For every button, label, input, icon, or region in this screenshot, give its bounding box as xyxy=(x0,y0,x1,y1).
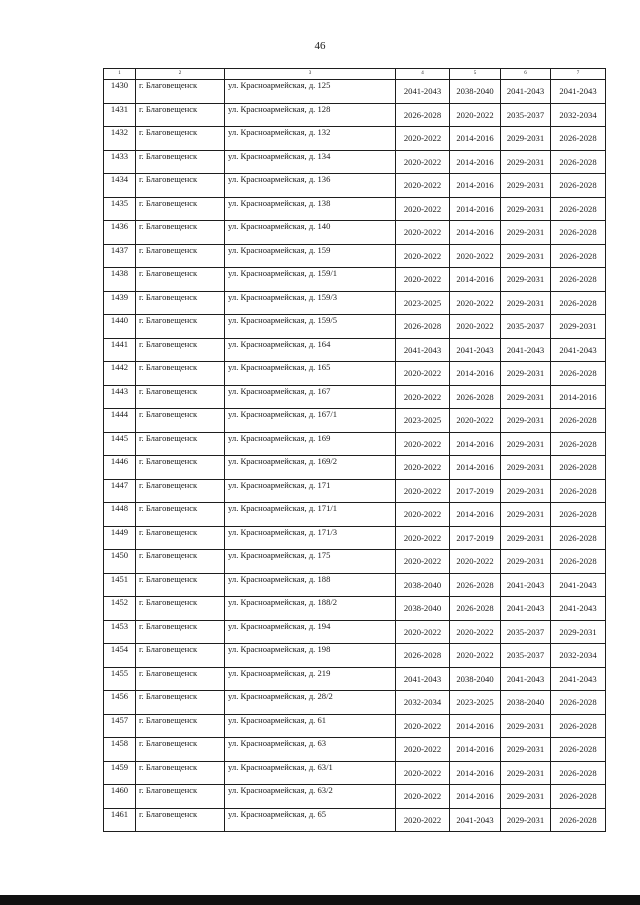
row-number: 1455 xyxy=(104,667,136,691)
period-col-6: 2038-2040 xyxy=(501,691,551,715)
table-row xyxy=(104,315,606,339)
locality: г. Благовещенск xyxy=(136,714,225,738)
locality: г. Благовещенск xyxy=(136,221,225,245)
table-row xyxy=(104,808,606,832)
period-col-7: 2026-2028 xyxy=(551,291,606,315)
row-number: 1439 xyxy=(104,291,136,315)
period-col-6: 2029-2031 xyxy=(501,761,551,785)
period-col-4: 2020-2022 xyxy=(396,385,450,409)
period-col-4: 2026-2028 xyxy=(396,315,450,339)
period-col-6: 2035-2037 xyxy=(501,315,551,339)
period-col-7: 2026-2028 xyxy=(551,409,606,433)
period-col-6: 2029-2031 xyxy=(501,362,551,386)
locality: г. Благовещенск xyxy=(136,597,225,621)
table-row xyxy=(104,409,606,433)
address: ул. Красноармейская, д. 159 xyxy=(225,244,396,268)
address: ул. Красноармейская, д. 140 xyxy=(225,221,396,245)
period-col-5: 2014-2016 xyxy=(450,150,501,174)
address: ул. Красноармейская, д. 169 xyxy=(225,432,396,456)
locality: г. Благовещенск xyxy=(136,550,225,574)
period-col-4: 2020-2022 xyxy=(396,761,450,785)
period-col-6: 2029-2031 xyxy=(501,409,551,433)
period-col-6: 2029-2031 xyxy=(501,738,551,762)
period-col-4: 2041-2043 xyxy=(396,338,450,362)
period-col-6: 2029-2031 xyxy=(501,150,551,174)
period-col-6: 2029-2031 xyxy=(501,526,551,550)
period-col-7: 2026-2028 xyxy=(551,268,606,292)
period-col-4: 2026-2028 xyxy=(396,644,450,668)
locality: г. Благовещенск xyxy=(136,291,225,315)
period-col-5: 2020-2022 xyxy=(450,620,501,644)
row-number: 1449 xyxy=(104,526,136,550)
table-row xyxy=(104,103,606,127)
table-row xyxy=(104,244,606,268)
period-col-5: 2026-2028 xyxy=(450,597,501,621)
period-col-6: 2041-2043 xyxy=(501,597,551,621)
row-number: 1458 xyxy=(104,738,136,762)
table-row xyxy=(104,197,606,221)
address: ул. Красноармейская, д. 159/5 xyxy=(225,315,396,339)
period-col-7: 2026-2028 xyxy=(551,432,606,456)
period-col-7: 2026-2028 xyxy=(551,244,606,268)
period-col-5: 2014-2016 xyxy=(450,197,501,221)
row-number: 1445 xyxy=(104,432,136,456)
row-number: 1453 xyxy=(104,620,136,644)
locality: г. Благовещенск xyxy=(136,409,225,433)
table-row xyxy=(104,550,606,574)
period-col-4: 2020-2022 xyxy=(396,738,450,762)
row-number: 1452 xyxy=(104,597,136,621)
column-number-row xyxy=(104,69,606,80)
period-col-7: 2041-2043 xyxy=(551,80,606,104)
address: ул. Красноармейская, д. 128 xyxy=(225,103,396,127)
period-col-5: 2026-2028 xyxy=(450,385,501,409)
period-col-6: 2029-2031 xyxy=(501,127,551,151)
period-col-4: 2038-2040 xyxy=(396,597,450,621)
row-number: 1459 xyxy=(104,761,136,785)
locality: г. Благовещенск xyxy=(136,573,225,597)
address: ул. Красноармейская, д. 28/2 xyxy=(225,691,396,715)
address: ул. Красноармейская, д. 165 xyxy=(225,362,396,386)
period-col-6: 2029-2031 xyxy=(501,714,551,738)
period-col-7: 2026-2028 xyxy=(551,526,606,550)
row-number: 1450 xyxy=(104,550,136,574)
period-col-7: 2032-2034 xyxy=(551,644,606,668)
table-row xyxy=(104,691,606,715)
column-number: 6 xyxy=(501,69,551,80)
period-col-7: 2026-2028 xyxy=(551,456,606,480)
address: ул. Красноармейская, д. 61 xyxy=(225,714,396,738)
period-col-6: 2041-2043 xyxy=(501,667,551,691)
period-col-5: 2014-2016 xyxy=(450,503,501,527)
period-col-6: 2029-2031 xyxy=(501,221,551,245)
period-col-6: 2029-2031 xyxy=(501,385,551,409)
period-col-7: 2026-2028 xyxy=(551,738,606,762)
period-col-4: 2038-2040 xyxy=(396,573,450,597)
address: ул. Красноармейская, д. 159/3 xyxy=(225,291,396,315)
period-col-4: 2020-2022 xyxy=(396,127,450,151)
period-col-6: 2029-2031 xyxy=(501,479,551,503)
period-col-7: 2041-2043 xyxy=(551,573,606,597)
period-col-5: 2041-2043 xyxy=(450,338,501,362)
period-col-7: 2026-2028 xyxy=(551,127,606,151)
period-col-4: 2023-2025 xyxy=(396,291,450,315)
period-col-5: 2014-2016 xyxy=(450,761,501,785)
row-number: 1451 xyxy=(104,573,136,597)
locality: г. Благовещенск xyxy=(136,244,225,268)
period-col-6: 2029-2031 xyxy=(501,244,551,268)
row-number: 1440 xyxy=(104,315,136,339)
locality: г. Благовещенск xyxy=(136,268,225,292)
address: ул. Красноармейская, д. 188 xyxy=(225,573,396,597)
locality: г. Благовещенск xyxy=(136,385,225,409)
period-col-4: 2020-2022 xyxy=(396,150,450,174)
locality: г. Благовещенск xyxy=(136,526,225,550)
period-col-6: 2029-2031 xyxy=(501,432,551,456)
period-col-7: 2026-2028 xyxy=(551,174,606,198)
period-col-6: 2029-2031 xyxy=(501,197,551,221)
table-row xyxy=(104,385,606,409)
address: ул. Красноармейская, д. 219 xyxy=(225,667,396,691)
row-number: 1433 xyxy=(104,150,136,174)
address: ул. Красноармейская, д. 194 xyxy=(225,620,396,644)
row-number: 1447 xyxy=(104,479,136,503)
period-col-7: 2014-2016 xyxy=(551,385,606,409)
locality: г. Благовещенск xyxy=(136,808,225,832)
row-number: 1431 xyxy=(104,103,136,127)
column-number: 2 xyxy=(136,69,225,80)
table-row xyxy=(104,503,606,527)
period-col-5: 2014-2016 xyxy=(450,785,501,809)
period-col-6: 2035-2037 xyxy=(501,620,551,644)
period-col-5: 2020-2022 xyxy=(450,315,501,339)
locality: г. Благовещенск xyxy=(136,315,225,339)
period-col-7: 2026-2028 xyxy=(551,479,606,503)
period-col-4: 2020-2022 xyxy=(396,362,450,386)
row-number: 1446 xyxy=(104,456,136,480)
period-col-7: 2041-2043 xyxy=(551,667,606,691)
address: ул. Красноармейская, д. 136 xyxy=(225,174,396,198)
row-number: 1435 xyxy=(104,197,136,221)
period-col-4: 2020-2022 xyxy=(396,503,450,527)
period-col-6: 2029-2031 xyxy=(501,174,551,198)
period-col-5: 2014-2016 xyxy=(450,738,501,762)
row-number: 1443 xyxy=(104,385,136,409)
period-col-4: 2020-2022 xyxy=(396,432,450,456)
table-row xyxy=(104,174,606,198)
period-col-5: 2014-2016 xyxy=(450,268,501,292)
table-row xyxy=(104,432,606,456)
period-col-6: 2029-2031 xyxy=(501,550,551,574)
period-col-5: 2020-2022 xyxy=(450,644,501,668)
address: ул. Красноармейская, д. 63 xyxy=(225,738,396,762)
locality: г. Благовещенск xyxy=(136,620,225,644)
address: ул. Красноармейская, д. 175 xyxy=(225,550,396,574)
period-col-4: 2041-2043 xyxy=(396,667,450,691)
period-col-5: 2017-2019 xyxy=(450,526,501,550)
address: ул. Красноармейская, д. 63/1 xyxy=(225,761,396,785)
period-col-5: 2014-2016 xyxy=(450,127,501,151)
period-col-7: 2026-2028 xyxy=(551,808,606,832)
period-col-6: 2041-2043 xyxy=(501,573,551,597)
address: ул. Красноармейская, д. 198 xyxy=(225,644,396,668)
locality: г. Благовещенск xyxy=(136,432,225,456)
locality: г. Благовещенск xyxy=(136,150,225,174)
table-row xyxy=(104,644,606,668)
page-number: 46 xyxy=(314,40,326,52)
table-row xyxy=(104,785,606,809)
period-col-7: 2026-2028 xyxy=(551,714,606,738)
period-col-5: 2014-2016 xyxy=(450,174,501,198)
locality: г. Благовещенск xyxy=(136,667,225,691)
period-col-7: 2026-2028 xyxy=(551,550,606,574)
period-col-5: 2020-2022 xyxy=(450,103,501,127)
period-col-7: 2029-2031 xyxy=(551,620,606,644)
column-number: 7 xyxy=(551,69,606,80)
row-number: 1454 xyxy=(104,644,136,668)
address: ул. Красноармейская, д. 65 xyxy=(225,808,396,832)
row-number: 1437 xyxy=(104,244,136,268)
period-col-6: 2029-2031 xyxy=(501,785,551,809)
locality: г. Благовещенск xyxy=(136,338,225,362)
period-col-6: 2041-2043 xyxy=(501,338,551,362)
period-col-4: 2032-2034 xyxy=(396,691,450,715)
period-col-7: 2026-2028 xyxy=(551,503,606,527)
period-col-6: 2029-2031 xyxy=(501,268,551,292)
table-row xyxy=(104,291,606,315)
table-row xyxy=(104,338,606,362)
row-number: 1434 xyxy=(104,174,136,198)
address: ул. Красноармейская, д. 132 xyxy=(225,127,396,151)
locality: г. Благовещенск xyxy=(136,761,225,785)
period-col-6: 2029-2031 xyxy=(501,291,551,315)
row-number: 1430 xyxy=(104,80,136,104)
address: ул. Красноармейская, д. 134 xyxy=(225,150,396,174)
table-row xyxy=(104,738,606,762)
table-row xyxy=(104,620,606,644)
address: ул. Красноармейская, д. 171/3 xyxy=(225,526,396,550)
period-col-7: 2041-2043 xyxy=(551,597,606,621)
table-row xyxy=(104,268,606,292)
period-col-6: 2029-2031 xyxy=(501,456,551,480)
table-row xyxy=(104,362,606,386)
address: ул. Красноармейская, д. 171/1 xyxy=(225,503,396,527)
period-col-4: 2020-2022 xyxy=(396,808,450,832)
period-col-4: 2041-2043 xyxy=(396,80,450,104)
locality: г. Благовещенск xyxy=(136,691,225,715)
period-col-5: 2020-2022 xyxy=(450,409,501,433)
locality: г. Благовещенск xyxy=(136,103,225,127)
period-col-5: 2038-2040 xyxy=(450,80,501,104)
table-row xyxy=(104,150,606,174)
period-col-5: 2020-2022 xyxy=(450,550,501,574)
column-number: 5 xyxy=(450,69,501,80)
period-col-4: 2020-2022 xyxy=(396,244,450,268)
period-col-4: 2020-2022 xyxy=(396,456,450,480)
period-col-4: 2020-2022 xyxy=(396,221,450,245)
column-number: 4 xyxy=(396,69,450,80)
row-number: 1460 xyxy=(104,785,136,809)
locality: г. Благовещенск xyxy=(136,80,225,104)
address: ул. Красноармейская, д. 188/2 xyxy=(225,597,396,621)
table-row xyxy=(104,597,606,621)
period-col-7: 2032-2034 xyxy=(551,103,606,127)
period-col-5: 2020-2022 xyxy=(450,244,501,268)
period-col-5: 2020-2022 xyxy=(450,291,501,315)
address: ул. Красноармейская, д. 169/2 xyxy=(225,456,396,480)
locality: г. Благовещенск xyxy=(136,503,225,527)
period-col-4: 2020-2022 xyxy=(396,197,450,221)
period-col-5: 2014-2016 xyxy=(450,362,501,386)
period-col-4: 2023-2025 xyxy=(396,409,450,433)
period-col-6: 2035-2037 xyxy=(501,103,551,127)
table-row xyxy=(104,80,606,104)
period-col-5: 2014-2016 xyxy=(450,456,501,480)
address: ул. Красноармейская, д. 167 xyxy=(225,385,396,409)
housing-register-table xyxy=(103,68,606,832)
period-col-7: 2041-2043 xyxy=(551,338,606,362)
locality: г. Благовещенск xyxy=(136,197,225,221)
column-number: 3 xyxy=(225,69,396,80)
locality: г. Благовещенск xyxy=(136,738,225,762)
locality: г. Благовещенск xyxy=(136,174,225,198)
period-col-4: 2020-2022 xyxy=(396,174,450,198)
table-row xyxy=(104,127,606,151)
row-number: 1432 xyxy=(104,127,136,151)
period-col-7: 2029-2031 xyxy=(551,315,606,339)
row-number: 1457 xyxy=(104,714,136,738)
column-number: 1 xyxy=(104,69,136,80)
row-number: 1456 xyxy=(104,691,136,715)
table-body xyxy=(104,80,606,832)
period-col-7: 2026-2028 xyxy=(551,362,606,386)
period-col-5: 2014-2016 xyxy=(450,432,501,456)
scan-edge-bar xyxy=(0,895,640,905)
period-col-4: 2020-2022 xyxy=(396,268,450,292)
period-col-7: 2026-2028 xyxy=(551,197,606,221)
row-number: 1444 xyxy=(104,409,136,433)
table-row xyxy=(104,761,606,785)
address: ул. Красноармейская, д. 171 xyxy=(225,479,396,503)
address: ул. Красноармейская, д. 159/1 xyxy=(225,268,396,292)
row-number: 1448 xyxy=(104,503,136,527)
period-col-4: 2020-2022 xyxy=(396,479,450,503)
address: ул. Красноармейская, д. 164 xyxy=(225,338,396,362)
period-col-5: 2014-2016 xyxy=(450,221,501,245)
row-number: 1436 xyxy=(104,221,136,245)
table-row xyxy=(104,667,606,691)
period-col-6: 2029-2031 xyxy=(501,808,551,832)
period-col-5: 2026-2028 xyxy=(450,573,501,597)
table-row xyxy=(104,479,606,503)
period-col-6: 2029-2031 xyxy=(501,503,551,527)
period-col-5: 2017-2019 xyxy=(450,479,501,503)
row-number: 1441 xyxy=(104,338,136,362)
table-row xyxy=(104,714,606,738)
locality: г. Благовещенск xyxy=(136,362,225,386)
address: ул. Красноармейская, д. 138 xyxy=(225,197,396,221)
locality: г. Благовещенск xyxy=(136,456,225,480)
locality: г. Благовещенск xyxy=(136,644,225,668)
period-col-4: 2020-2022 xyxy=(396,526,450,550)
period-col-7: 2026-2028 xyxy=(551,150,606,174)
locality: г. Благовещенск xyxy=(136,479,225,503)
period-col-4: 2020-2022 xyxy=(396,550,450,574)
period-col-7: 2026-2028 xyxy=(551,221,606,245)
table-row xyxy=(104,573,606,597)
table-row xyxy=(104,526,606,550)
address: ул. Красноармейская, д. 125 xyxy=(225,80,396,104)
table-row xyxy=(104,456,606,480)
address: ул. Красноармейская, д. 167/1 xyxy=(225,409,396,433)
row-number: 1461 xyxy=(104,808,136,832)
period-col-4: 2020-2022 xyxy=(396,785,450,809)
period-col-7: 2026-2028 xyxy=(551,691,606,715)
period-col-5: 2038-2040 xyxy=(450,667,501,691)
period-col-6: 2041-2043 xyxy=(501,80,551,104)
period-col-4: 2026-2028 xyxy=(396,103,450,127)
period-col-6: 2035-2037 xyxy=(501,644,551,668)
period-col-4: 2020-2022 xyxy=(396,620,450,644)
period-col-4: 2020-2022 xyxy=(396,714,450,738)
table-row xyxy=(104,221,606,245)
period-col-5: 2014-2016 xyxy=(450,714,501,738)
locality: г. Благовещенск xyxy=(136,127,225,151)
row-number: 1438 xyxy=(104,268,136,292)
locality: г. Благовещенск xyxy=(136,785,225,809)
period-col-7: 2026-2028 xyxy=(551,761,606,785)
period-col-5: 2023-2025 xyxy=(450,691,501,715)
row-number: 1442 xyxy=(104,362,136,386)
period-col-5: 2041-2043 xyxy=(450,808,501,832)
address: ул. Красноармейская, д. 63/2 xyxy=(225,785,396,809)
period-col-7: 2026-2028 xyxy=(551,785,606,809)
